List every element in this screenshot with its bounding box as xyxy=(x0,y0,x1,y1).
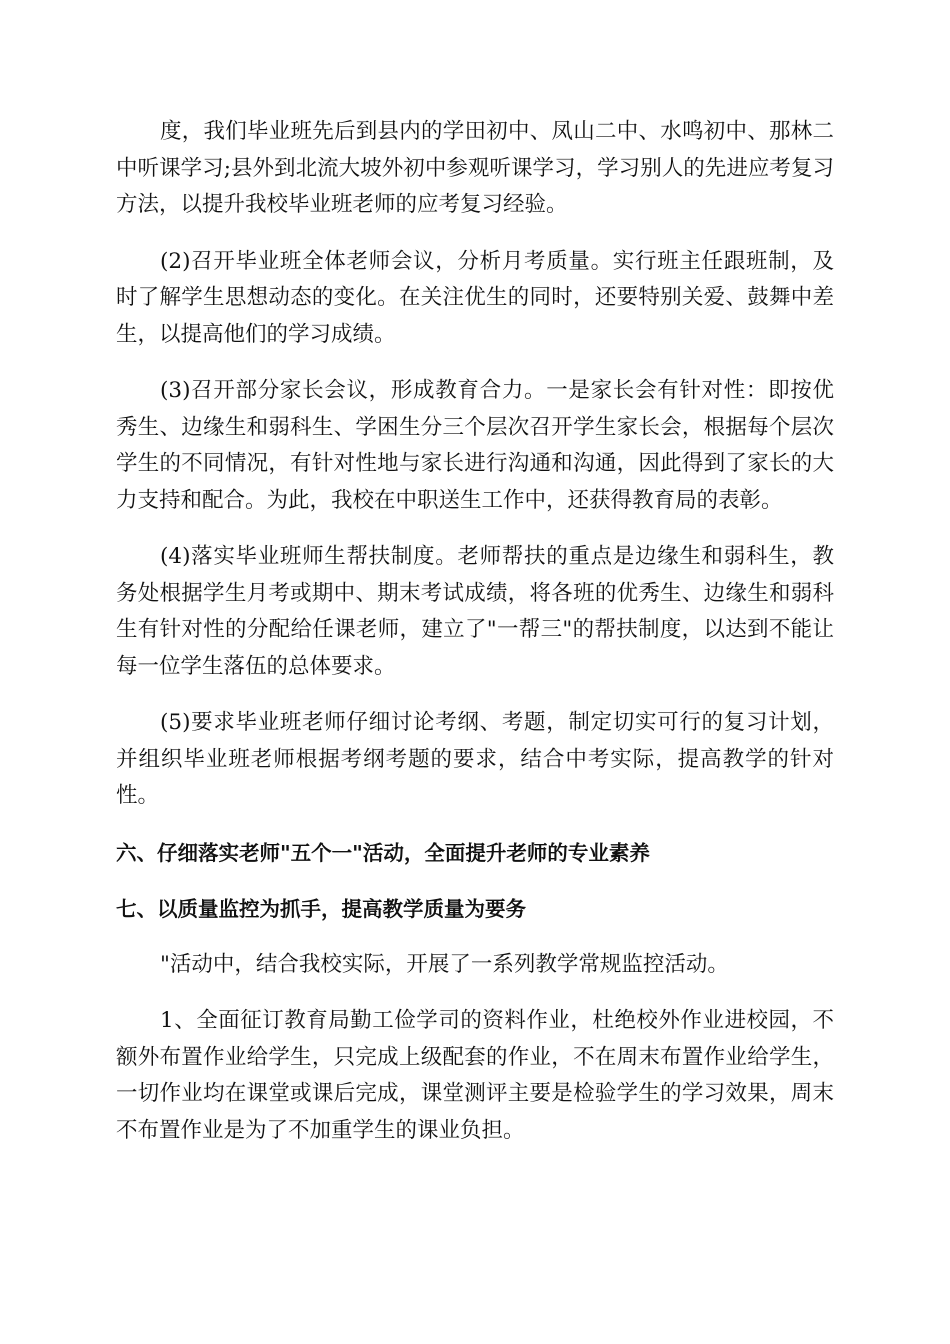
paragraph-item-5: (5)要求毕业班老师仔细讨论考纲、考题，制定切实可行的复习计划，并组织毕业班老师根据考纲考题的要求，结合中考实际，提高教学的针对性。 xyxy=(116,710,834,808)
document-body xyxy=(116,114,834,1149)
paragraph-activity: "活动中，结合我校实际，开展了一系列教学常规监控活动。 xyxy=(160,951,729,977)
paragraph-intro: 度，我们毕业班先后到县内的学田初中、凤山二中、水鸣初中、那林二中听课学习;县外到北流大坡外初中参观听课学习，学习别人的先进应考复习方法，以提升我校毕业班老师的应考复习经验。 xyxy=(116,119,834,217)
section-heading-6: 六、仔细落实老师"五个一"活动，全面提升老师的专业素养 xyxy=(116,840,650,865)
paragraph-item-4: (4)落实毕业班师生帮扶制度。老师帮扶的重点是边缘生和弱科生，教务处根据学生月考或期中、期末考试成绩，将各班的优秀生、边缘生和弱科生有针对性的分配给任课老师，建立了"一帮三"的帮扶制度，以达到不能让每一位学生落伍的总体要求。 xyxy=(116,544,834,679)
paragraph-point-1: 1、全面征订教育局勤工俭学司的资料作业，杜绝校外作业进校园，不额外布置作业给学生，只完成上级配套的作业，不在周末布置作业给学生，一切作业均在课堂或课后完成，课堂测评主要是检验学生的学习效果，周末不布置作业是为了不加重学生的课业负担。 xyxy=(116,1008,834,1143)
section-heading-7: 七、以质量监控为抓手，提高教学质量为要务 xyxy=(116,896,526,921)
paragraph-item-2: (2)召开毕业班全体老师会议，分析月考质量。实行班主任跟班制，及时了解学生思想动态的变化。在关注优生的同时，还要特别关爱、鼓舞中差生，以提高他们的学习成绩。 xyxy=(116,248,834,347)
paragraph-item-3: (3)召开部分家长会议，形成教育合力。一是家长会有针对性：即按优秀生、边缘生和弱科生、学困生分三个层次召开学生家长会，根据每个层次学生的不同情况，有针对性地与家长进行沟通和沟通，因此得到了家长的大力支持和配合。为此，我校在中职送生工作中，还获得教育局的表彰。 xyxy=(116,378,834,513)
